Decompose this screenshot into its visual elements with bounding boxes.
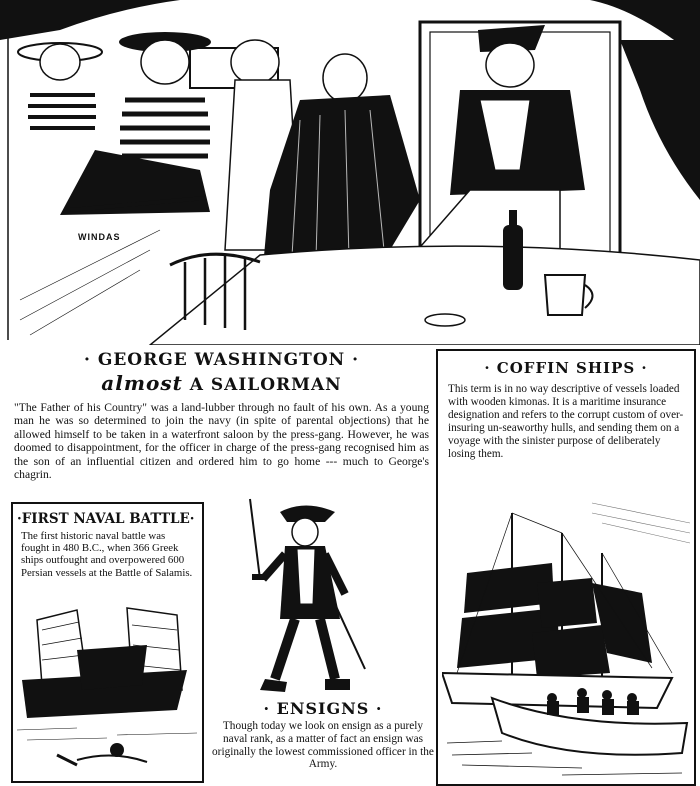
coffin-body: This term is in no way descriptive of vessels loaded with wooden kimonas. It is a maritime insurance designation and refers to the corrupt custom of over-insuring un-seaworthy hulls, and sending them on a voyage with the sinister purpose of deliberately losing them. (448, 383, 684, 460)
naval-battle-illustration (17, 600, 199, 778)
artist-signature: WINDAS (78, 232, 121, 242)
coffin-ships-panel (436, 349, 696, 786)
ensigns-body: Though today we look on ensign as a purely naval rank, as a matter of fact an ensign was originally the lowest commissioned officer in the Army. (212, 720, 434, 771)
tavern-illustration (0, 0, 700, 345)
sailing-ship-illustration (442, 493, 690, 781)
washington-title-rest: A SAILORMAN (189, 375, 342, 395)
naval-battle-panel (11, 502, 204, 783)
washington-body: "The Father of his Country" was a land-lubber through no fault of his own. As a young man he was so determined to join the navy (in spite of parental objections) that he allowed himself to be taken in a waterfront saloon by the press-gang. However, he was doomed to disappointment, for the officer in charge of the press-gang recognised him as the son of an influential citizen and ordered him to go home --- much to George's chagrin. (14, 401, 429, 482)
naval-title: ·FIRST NAVAL BATTLE· (17, 511, 195, 527)
coffin-title: · COFFIN SHIPS · (484, 359, 648, 377)
washington-panel (14, 350, 429, 485)
washington-title-line2 (14, 371, 429, 395)
ensigns-title: · ENSIGNS · (263, 699, 383, 718)
naval-body: The first historic naval battle was fought in 480 B.C., when 366 Greek ships outfought and overpowered 600 Persian vessels at the Battle of Salamis. (21, 530, 193, 579)
washington-title-line1: · GEORGE WASHINGTON · (83, 350, 360, 370)
ensign-illustration (225, 494, 430, 694)
washington-title-emphasis: almost (101, 371, 183, 395)
ensigns-panel (212, 699, 434, 781)
